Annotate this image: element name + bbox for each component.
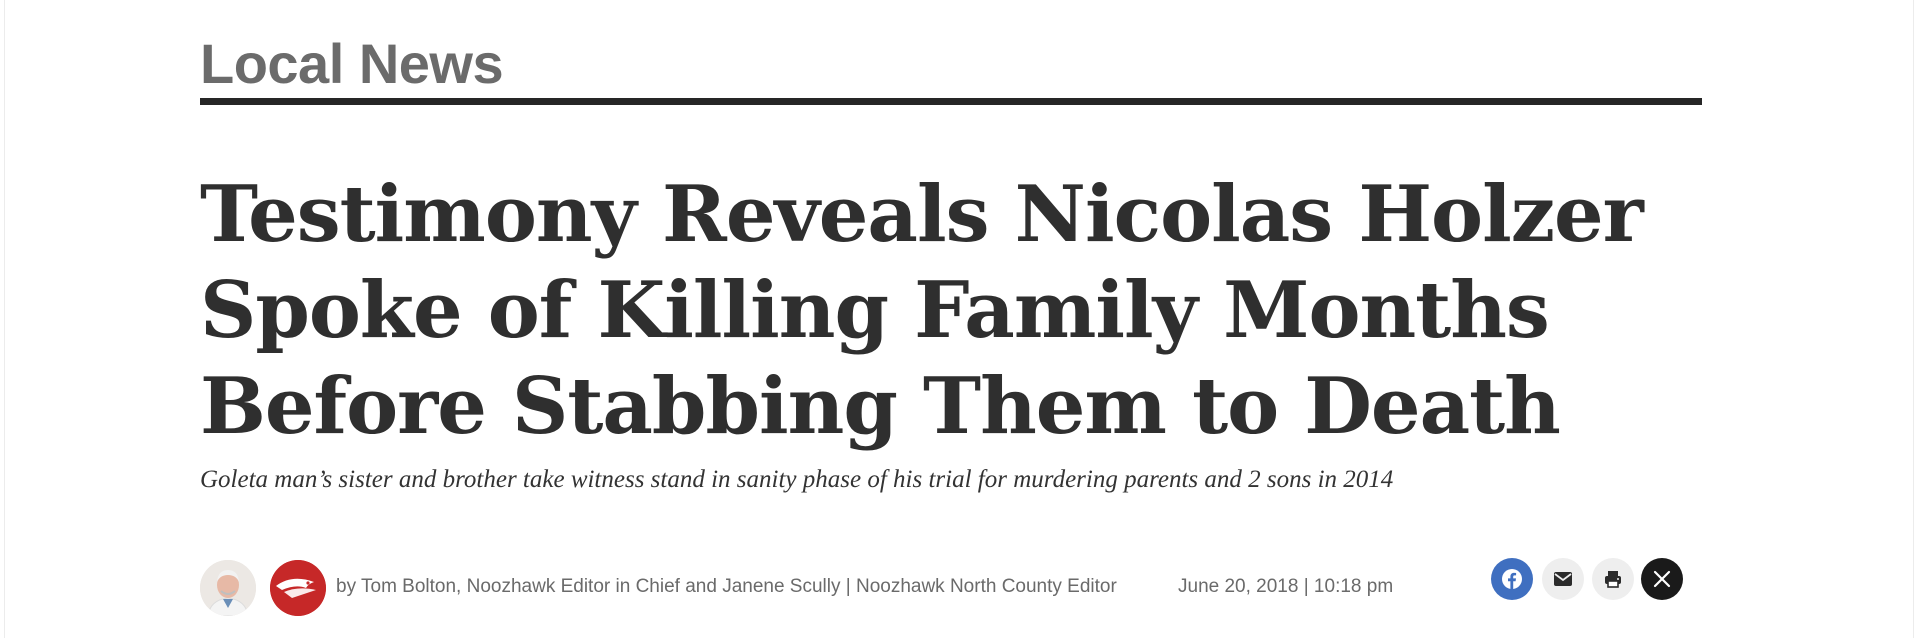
article-header [200, 0, 1702, 497]
article-subheadline: Goleta man’s sister and brother take witness stand in sanity phase of his trial for murdering parents and 2 sons in 2014 [200, 466, 1394, 493]
article-dateline: June 20, 2018 | 10:18 pm [1178, 576, 1394, 597]
section-divider [200, 98, 1702, 105]
x-icon [1653, 570, 1671, 588]
share-email-button[interactable] [1542, 558, 1584, 600]
share-print-button[interactable] [1592, 558, 1634, 600]
page-left-border [4, 0, 5, 638]
share-x-button[interactable] [1641, 558, 1683, 600]
noozhawk-logo-avatar[interactable] [270, 560, 326, 616]
email-icon [1553, 571, 1573, 587]
article-headline: Testimony Reveals Nicolas Holzer Spoke of Killing Family Months Before Stabbing Them to Death [200, 169, 1643, 452]
hawk-logo-icon [270, 560, 326, 616]
byline-row [200, 558, 1702, 618]
page-right-border [1913, 0, 1914, 638]
share-facebook-button[interactable] [1491, 558, 1533, 600]
section-title[interactable]: Local News [200, 32, 504, 95]
article-byline[interactable]: by Tom Bolton, Noozhawk Editor in Chief and Janene Scully | Noozhawk North County Editor [336, 576, 1117, 597]
print-icon [1603, 569, 1623, 589]
author-photo-icon [200, 560, 256, 616]
facebook-icon [1501, 568, 1523, 590]
author-avatar[interactable] [200, 560, 256, 616]
